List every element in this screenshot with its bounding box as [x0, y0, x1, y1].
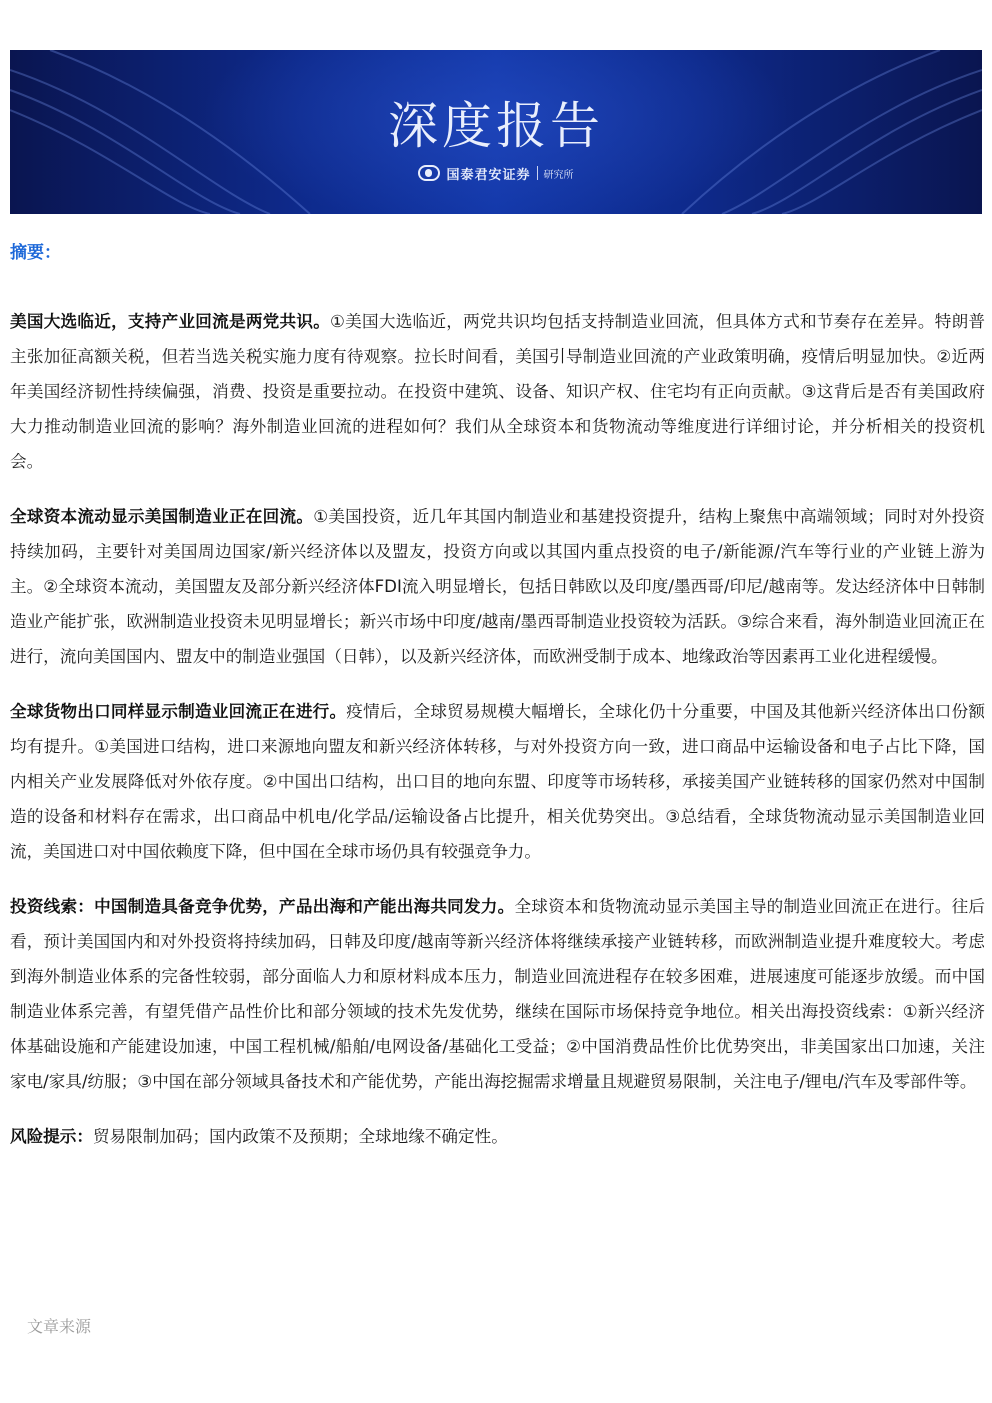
paragraph-goods-exports: [10, 694, 985, 869]
paragraph-body: 疫情后，全球贸易规模大幅增长，全球化仍十分重要，中国及其他新兴经济体出口份额均有提升。①美国进口结构，进口来源地向盟友和新兴经济体转移，与对外投资方向一致，进口商品中运输设备和电子占比下降，国内相关产业发展降低对外依存度。②中国出口结构，出口目的地向东盟、印度等市场转移，承接美国产业链转移的国家仍然对中国制造的设备和材料存在需求，出口商品中机电/化学品/运输设备占比提升，相关优势突出。③总结看，全球货物流动显示美国制造业回流，美国进口对中国依赖度下降，但中国在全球市场仍具有较强竞争力。: [10, 702, 986, 861]
report-banner: [10, 50, 982, 214]
paragraph-lead: 全球货物出口同样显示制造业回流正在进行。: [10, 702, 347, 721]
summary-label: 摘要：: [10, 243, 61, 263]
brand-logo: [10, 162, 982, 184]
paragraph-body: 全球资本和货物流动显示美国主导的制造业回流正在进行。往后看，预计美国国内和对外投资将持续加码，日韩及印度/越南等新兴经济体将继续承接产业链转移，而欧洲制造业提升难度较大。考虑到海外制造业体系的完备性较弱，部分面临人力和原材料成本压力，制造业回流进程存在较多困难，进展速度可能逐步放缓。而中国制造业体系完善，有望凭借产品性价比和部分领域的技术先发优势，继续在国际市场保持竞争地位。相关出海投资线索：①新兴经济体基础设施和产能建设加速，中国工程机械/船舶/电网设备/基础化工受益；②中国消费品性价比优势突出，非美国家出口加速，关注家电/家具/纺服；③中国在部分领域具备技术和产能优势，产能出海挖掘需求增量且规避贸易限制，关注电子/锂电/汽车及零部件等。: [10, 897, 986, 1091]
article-body: [10, 232, 985, 1154]
paragraph-lead: 美国大选临近，支持产业回流是两党共识。: [10, 312, 331, 331]
brand-subtitle: 研究所: [543, 169, 574, 181]
paragraph-lead: 风险提示：: [10, 1127, 93, 1146]
brand-logo-icon: [418, 165, 440, 181]
paragraph-body: 贸易限制加码；国内政策不及预期；全球地缘不确定性。: [92, 1127, 508, 1146]
brand-name: 国泰君安证券: [446, 167, 531, 183]
brand-divider: [537, 166, 538, 180]
paragraph-risk-warning: [10, 1119, 985, 1154]
paragraph-investment-clues: [10, 889, 985, 1099]
paragraph-body: ①美国投资，近几年其国内制造业和基建投资提升，结构上聚焦中高端领域；同时对外投资持续加码，主要针对美国周边国家/新兴经济体以及盟友，投资方向或以其国内重点投资的电子/新能源/汽车等行业的产业链上游为主。②全球资本流动，美国盟友及部分新兴经济体FDI流入明显增长，包括日韩欧以及印度/墨西哥/印尼/越南等。发达经济体中日韩制造业产能扩张，欧洲制造业投资未见明显增长；新兴市场中印度/越南/墨西哥制造业投资较为活跃。③综合来看，海外制造业回流正在进行，流向美国国内、盟友中的制造业强国（日韩），以及新兴经济体，而欧洲受制于成本、地缘政治等因素再工业化进程缓慢。: [10, 507, 986, 666]
paragraph-capital-flows: [10, 499, 985, 674]
banner-title: 深度报告: [388, 97, 604, 155]
source-link[interactable]: 文章来源: [27, 1317, 92, 1336]
paragraph-lead: 投资线索：中国制造具备竞争优势，产品出海和产能出海共同发力。: [10, 897, 515, 916]
paragraph-lead: 全球资本流动显示美国制造业正在回流。: [10, 507, 314, 526]
paragraph-reshoring-consensus: [10, 304, 985, 479]
paragraph-body: ①美国大选临近，两党共识均包括支持制造业回流，但具体方式和节奏存在差异。特朗普主张加征高额关税，但若当选关税实施力度有待观察。拉长时间看，美国引导制造业回流的产业政策明确，疫情后明显加快。②近两年美国经济韧性持续偏强，消费、投资是重要拉动。在投资中建筑、设备、知识产权、住宅均有正向贡献。③这背后是否有美国政府大力推动制造业回流的影响？海外制造业回流的进程如何？我们从全球资本和货物流动等维度进行详细讨论，并分析相关的投资机会。: [10, 312, 986, 471]
